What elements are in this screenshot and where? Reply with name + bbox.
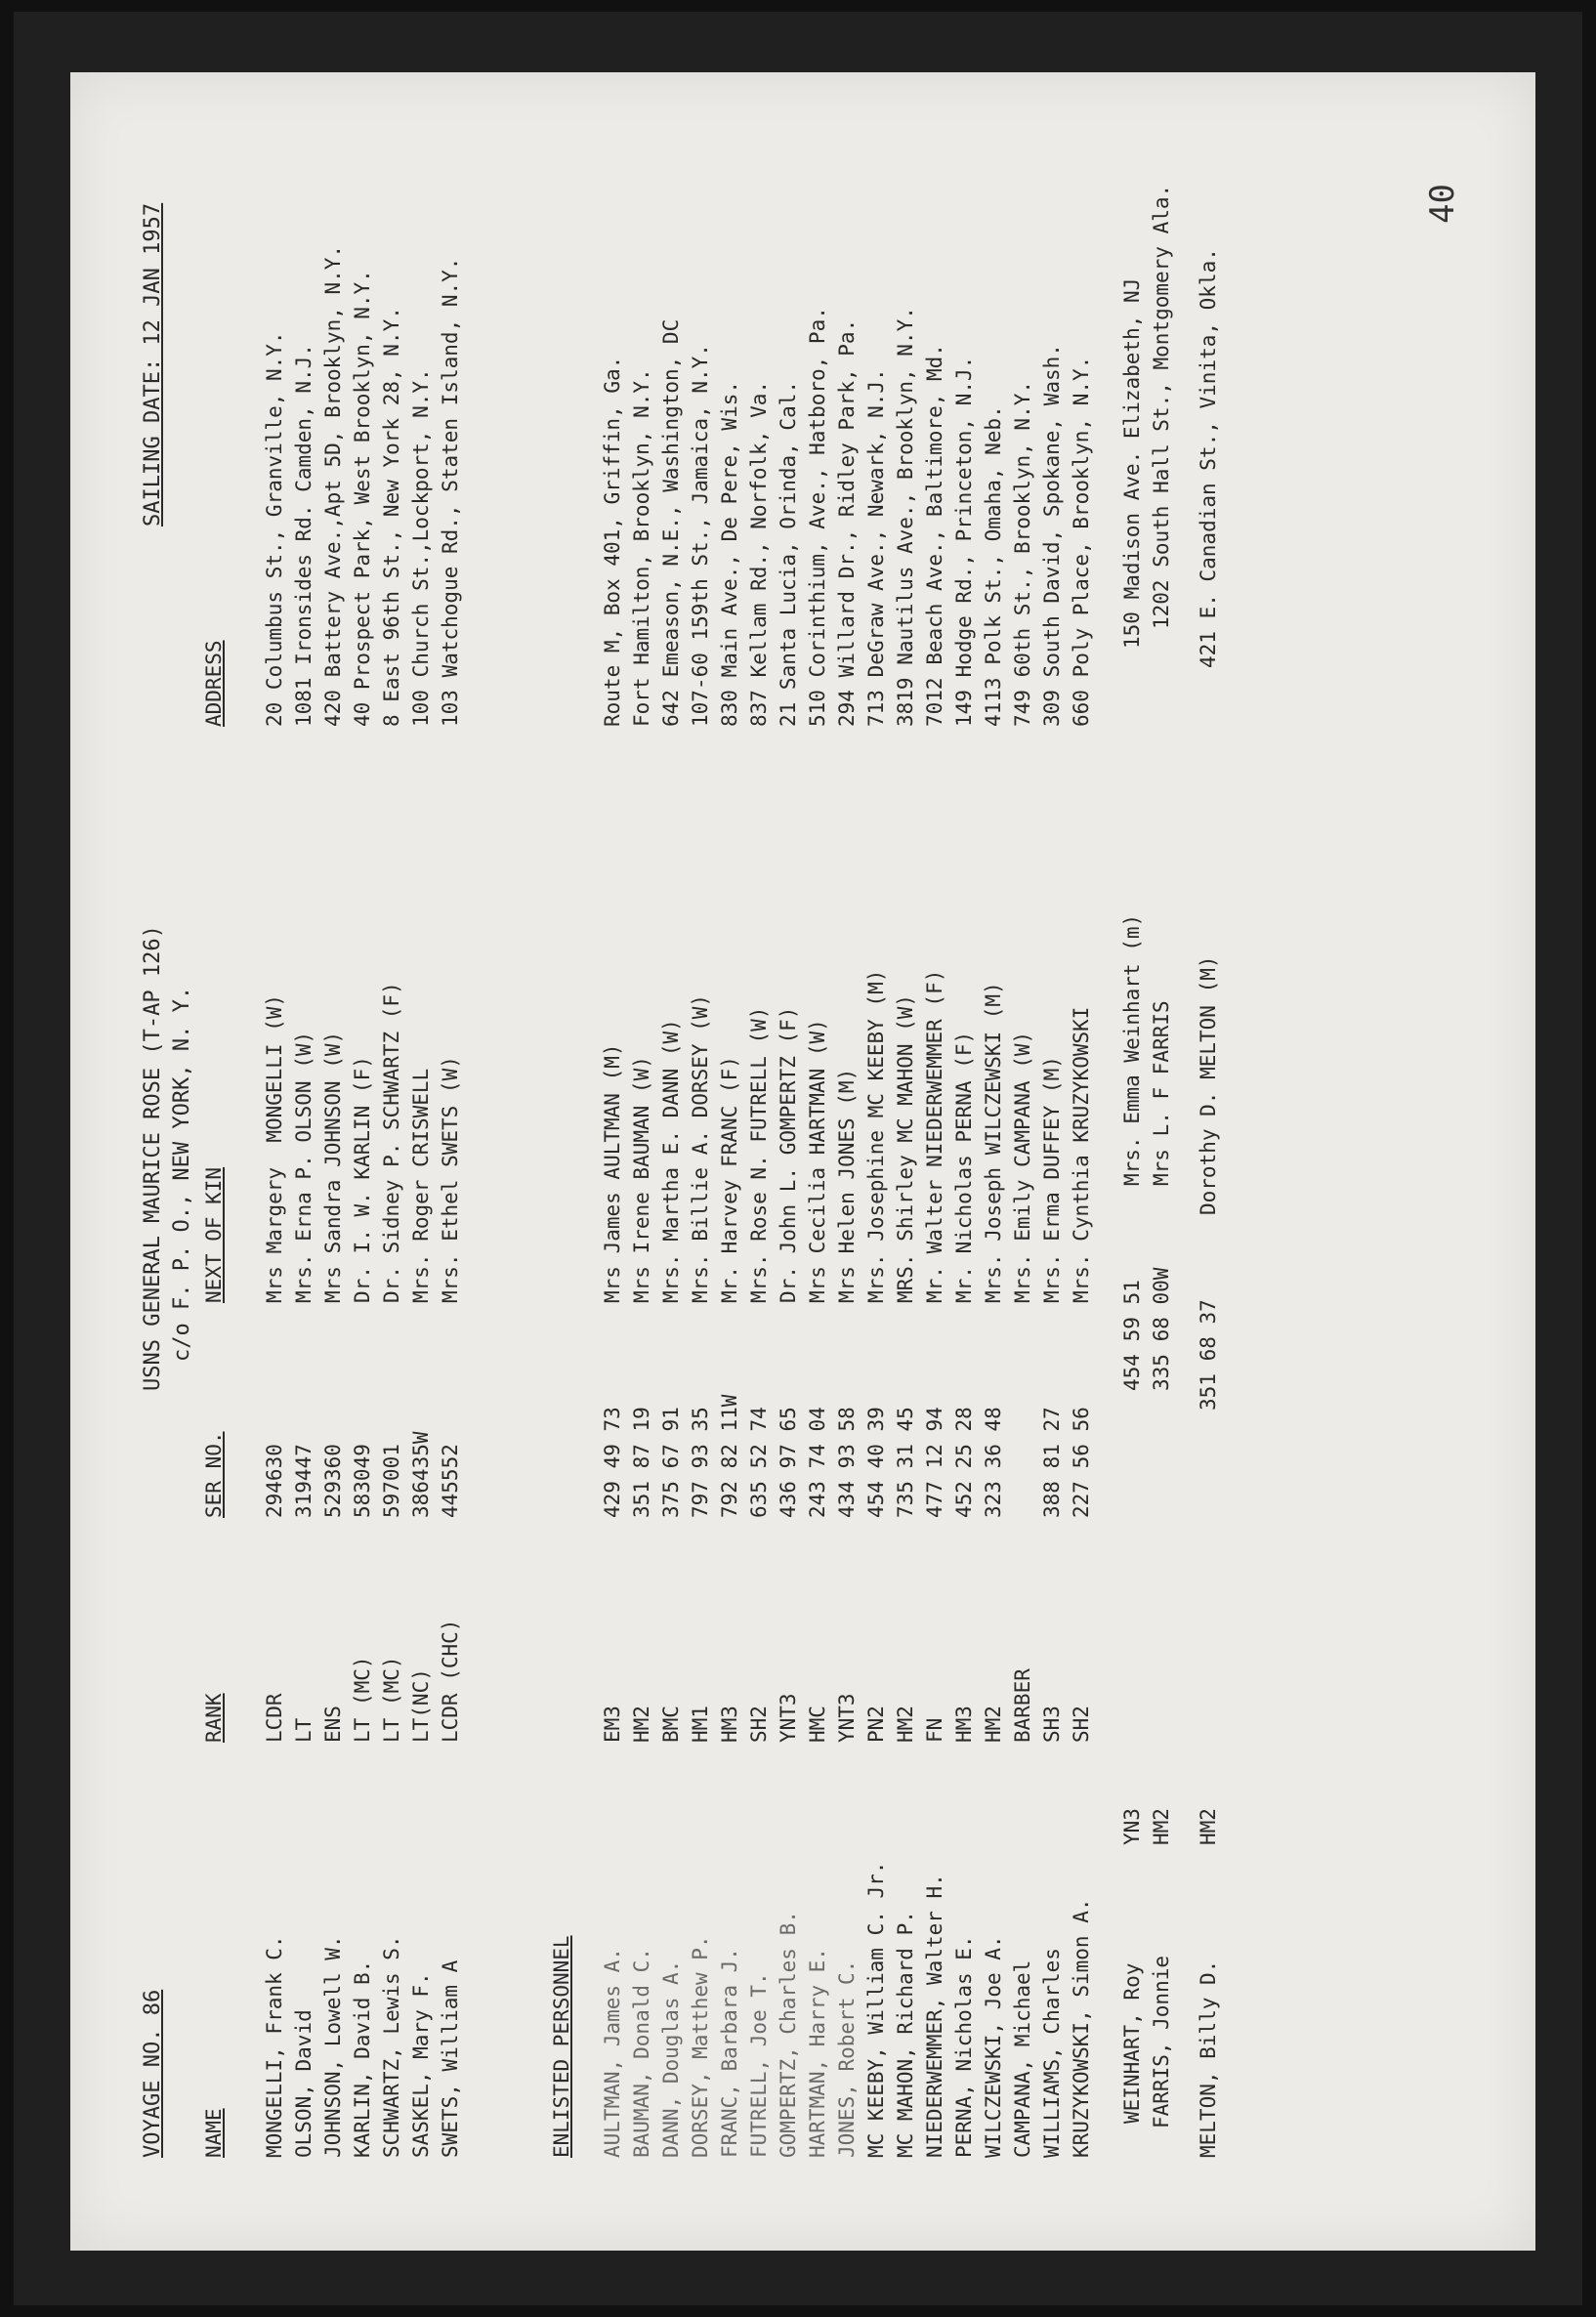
- enlisted-name: DANN, Douglas A.: [659, 1959, 683, 2158]
- officer-next-of-kin: Dr. Sidney P. SCHWARTZ (F): [380, 982, 403, 1303]
- enlisted-name: JONES, Robert C.: [835, 1959, 859, 2158]
- enlisted-name: GOMPERTZ, Charles B.: [777, 1911, 800, 2158]
- officer-rank: LCDR (CHC): [439, 1619, 462, 1743]
- enlisted-ser-no: 477 12 94: [923, 1407, 946, 1518]
- enlisted-address: 21 Santa Lucia, Orinda, Cal.: [777, 380, 800, 727]
- officer-next-of-kin: Mrs Margery MONGELLI (W): [263, 993, 286, 1303]
- extra-address: 150 Madison Ave. Elizabeth, NJ: [1120, 277, 1144, 649]
- extra-ser-no: 454 59 51: [1120, 1280, 1144, 1391]
- officers-address-column: [260, 245, 465, 727]
- officer-ser-no: 529360: [321, 1444, 345, 1518]
- enlisted-rank: YNT3: [777, 1693, 800, 1743]
- enlisted-ser-no: 735 31 45: [894, 1407, 917, 1518]
- enlisted-next-of-kin: Mr. Walter NIEDERWEMMER (F): [923, 969, 946, 1303]
- header-next-of-kin: NEXT OF KIN: [202, 1166, 226, 1303]
- enlisted-next-of-kin: Mrs Helen JONES (M): [835, 1068, 859, 1303]
- enlisted-name: MC KEEBY, William C. Jr.: [864, 1861, 888, 2158]
- officer-address: 40 Prospect Park, West Brooklyn, N.Y.: [351, 270, 374, 727]
- enlisted-ser-no: 436 97 65: [777, 1407, 800, 1518]
- enlisted-address-column: [598, 307, 1096, 727]
- enlisted-next-of-kin: Mrs. Erma DUFFEY (M): [1040, 1056, 1064, 1303]
- enlisted-address: Route M, Box 401, Griffin, Ga.: [601, 356, 624, 727]
- enlisted-ser-no: 434 93 58: [835, 1407, 859, 1518]
- officer-address: 100 Church St.,Lockport, N.Y.: [409, 368, 433, 727]
- extra-next-of-kin: Mrs. Emma Weinhart (m): [1120, 913, 1144, 1186]
- enlisted-ser-no: 351 87 19: [630, 1407, 653, 1518]
- enlisted-rank: SH3: [1040, 1706, 1064, 1743]
- enlisted-name: FRANC, Barbara J.: [718, 1948, 741, 2158]
- enlisted-address: 510 Corinthium, Ave., Hatboro, Pa.: [806, 307, 829, 727]
- enlisted-next-of-kin: Mrs. Rose N. FUTRELL (W): [747, 1006, 771, 1303]
- officer-next-of-kin: Mrs. Roger CRISWELL: [409, 1068, 433, 1303]
- officer-next-of-kin: Mrs Sandra JOHNSON (W): [321, 1031, 345, 1303]
- enlisted-address: 309 South David, Spokane, Wash.: [1040, 344, 1064, 727]
- extra-ser-no: 351 68 37: [1197, 1299, 1220, 1411]
- enlisted-next-of-kin: Mr. Harvey FRANC (F): [718, 1056, 741, 1303]
- officer-name: SCHWARTZ, Lewis S.: [380, 1935, 403, 2158]
- officers-ser-column: [260, 1431, 465, 1518]
- enlisted-rank: HM1: [689, 1706, 712, 1743]
- header-name: NAME: [202, 2108, 226, 2158]
- officer-name: KARLIN, David B.: [351, 1959, 374, 2158]
- enlisted-address: 660 Poly Place, Brooklyn, N.Y.: [1070, 356, 1093, 727]
- enlisted-next-of-kin: MRS. Shirley MC MAHON (W): [894, 993, 917, 1303]
- enlisted-rank: HM2: [982, 1706, 1005, 1743]
- officer-address: 20 Columbus St., Granville, N.Y.: [263, 331, 286, 727]
- enlisted-address: 7012 Beach Ave., Baltimore, Md.: [923, 344, 946, 727]
- header-rank: RANK: [202, 1693, 226, 1743]
- enlisted-rank: YNT3: [835, 1693, 859, 1743]
- enlisted-address: 3819 Nautilus Ave., Brooklyn, N.Y.: [894, 307, 917, 727]
- enlisted-address: 642 Emeason, N.E., Washington, DC: [659, 318, 683, 727]
- officer-address: 8 East 96th St., New York 28, N.Y.: [380, 307, 403, 727]
- voyage-number: VOYAGE NO. 86: [141, 1989, 165, 2158]
- officer-ser-no: 583049: [351, 1444, 374, 1518]
- extra-name: MELTON, Billy D.: [1197, 1959, 1220, 2158]
- enlisted-name: WILCZEWSKI, Joe A.: [982, 1935, 1005, 2158]
- officer-rank: LT(NC): [409, 1668, 433, 1743]
- enlisted-next-of-kin: Mrs. Joseph WILCZEWSKI (M): [982, 982, 1005, 1303]
- enlisted-name: DORSEY, Matthew P.: [689, 1935, 712, 2158]
- enlisted-ser-no: 454 40 39: [864, 1407, 888, 1518]
- enlisted-rank: HM3: [952, 1706, 976, 1743]
- enlisted-rank: HM2: [630, 1706, 653, 1743]
- enlisted-rank-column: [598, 1668, 1096, 1743]
- header-address: ADDRESS: [202, 640, 226, 727]
- enlisted-address: 107-60 159th St., Jamaica, N.Y.: [689, 344, 712, 727]
- enlisted-nok-column: [598, 970, 1096, 1303]
- enlisted-rank: HM2: [894, 1706, 917, 1743]
- enlisted-rank: PN2: [864, 1706, 888, 1743]
- officer-name: JOHNSON, Lowell W.: [321, 1935, 345, 2158]
- enlisted-ser-no: 635 52 74: [747, 1407, 771, 1518]
- enlisted-name: CAMPANA, Michael: [1011, 1959, 1034, 2158]
- sailing-date: SAILING DATE: 12 JAN 1957: [141, 202, 165, 527]
- officers-nok-column: [260, 982, 465, 1303]
- enlisted-next-of-kin: Mrs. Cynthia KRUZYKOWSKI: [1070, 1006, 1093, 1303]
- enlisted-name: NIEDERWEMMER, Walter H.: [923, 1874, 946, 2158]
- enlisted-name: HARTMAN, Harry E.: [806, 1948, 829, 2158]
- ship-name: USNS GENERAL MAURICE ROSE (T-AP 126): [141, 925, 165, 1391]
- extra-address: 1202 South Hall St., Montgomery Ala.: [1150, 184, 1173, 629]
- enlisted-address: 294 Willard Dr., Ridley Park, Pa.: [835, 318, 859, 727]
- officer-name: MONGELLI, Frank C.: [263, 1935, 286, 2158]
- document-page: [70, 72, 1535, 2251]
- enlisted-address: 749 60th St., Brooklyn, N.Y.: [1011, 380, 1034, 727]
- enlisted-address: 830 Main Ave., De Pere, Wis.: [718, 380, 741, 727]
- officer-ser-no: 597001: [380, 1444, 403, 1518]
- enlisted-ser-no: 388 81 27: [1040, 1407, 1064, 1518]
- extra-next-of-kin: Dorothy D. MELTON (M): [1197, 955, 1220, 1215]
- enlisted-ser-no: 452 25 28: [952, 1407, 976, 1518]
- enlisted-address: 837 Kellam Rd., Norfolk, Va.: [747, 380, 771, 727]
- enlisted-name-column: [598, 1862, 1096, 2158]
- officer-rank: LCDR: [263, 1693, 286, 1743]
- enlisted-next-of-kin: Mrs. Martha E. DANN (W): [659, 1019, 683, 1303]
- enlisted-rank: EM3: [601, 1706, 624, 1743]
- ship-address: c/o F. P. O., NEW YORK, N. Y.: [170, 986, 194, 1362]
- header-ser-no: SER NO.: [202, 1431, 226, 1518]
- enlisted-ser-no: 429 49 73: [601, 1407, 624, 1518]
- enlisted-rank: HM3: [718, 1706, 741, 1743]
- enlisted-next-of-kin: Mrs. Josephine MC KEEBY (M): [864, 969, 888, 1303]
- extra-name: WEINHART, Roy: [1120, 1962, 1144, 2124]
- enlisted-ser-no: 227 56 56: [1070, 1407, 1093, 1518]
- officer-rank: LT: [292, 1717, 315, 1743]
- officer-name: SWETS, William A: [439, 1959, 462, 2158]
- enlisted-name: MC MAHON, Richard P.: [894, 1911, 917, 2158]
- enlisted-next-of-kin: Mrs. Emily CAMPANA (W): [1011, 1031, 1034, 1303]
- enlisted-rank: HMC: [806, 1706, 829, 1743]
- officer-ser-no: 319447: [292, 1444, 315, 1518]
- officer-rank: ENS: [321, 1706, 345, 1743]
- enlisted-next-of-kin: Mr. Nicholas PERNA (F): [952, 1031, 976, 1303]
- officer-name: SASKEL, Mary F.: [409, 1972, 433, 2158]
- extra-rank: YN3: [1120, 1808, 1144, 1845]
- officer-next-of-kin: Mrs. Erna P. OLSON (W): [292, 1031, 315, 1303]
- officer-address: 103 Watchogue Rd., Staten Island, N.Y.: [439, 257, 462, 727]
- enlisted-ser-no: 243 74 04: [806, 1407, 829, 1518]
- enlisted-address: 713 DeGraw Ave., Newark, N.J.: [864, 368, 888, 727]
- enlisted-name: KRUZYKOWSKI, Simon A.: [1070, 1898, 1093, 2158]
- extra-ser-no: 335 68 00W: [1150, 1267, 1173, 1391]
- enlisted-rank: FN: [923, 1717, 946, 1743]
- officer-rank: LT (MC): [351, 1656, 374, 1743]
- enlisted-name: BAUMAN, Donald C.: [630, 1948, 653, 2158]
- enlisted-ser-no: 797 93 35: [689, 1407, 712, 1518]
- extra-rank: HM2: [1197, 1808, 1220, 1845]
- enlisted-rank: BARBER: [1011, 1668, 1034, 1743]
- rotated-content: [70, 72, 1535, 2251]
- enlisted-ser-column: [598, 1395, 1096, 1518]
- officer-ser-no: 386435W: [409, 1431, 433, 1518]
- enlisted-next-of-kin: Mrs Cecilia HARTMAN (W): [806, 1019, 829, 1303]
- enlisted-name: WILLIAMS, Charles: [1040, 1948, 1064, 2158]
- enlisted-next-of-kin: Mrs. Billie A. DORSEY (W): [689, 993, 712, 1303]
- officer-rank: LT (MC): [380, 1656, 403, 1743]
- enlisted-address: Fort Hamilton, Brooklyn, N.Y.: [630, 368, 653, 727]
- extra-name: FARRIS, Jonnie: [1150, 1955, 1173, 2128]
- enlisted-rank: SH2: [747, 1706, 771, 1743]
- officer-address: 420 Battery Ave.,Apt 5D, Brooklyn, N.Y.: [321, 244, 345, 727]
- enlisted-name: PERNA, Nicholas E.: [952, 1935, 976, 2158]
- enlisted-personnel-heading: ENLISTED PERSONNEL: [550, 1935, 573, 2158]
- enlisted-next-of-kin: Mrs James AULTMAN (M): [601, 1043, 624, 1303]
- officer-next-of-kin: Dr. I. W. KARLIN (F): [351, 1056, 374, 1303]
- enlisted-next-of-kin: Mrs Irene BAUMAN (W): [630, 1056, 653, 1303]
- enlisted-address: 149 Hodge Rd., Princeton, N.J.: [952, 356, 976, 727]
- enlisted-ser-no: 792 82 11W: [718, 1394, 741, 1518]
- officers-rank-column: [260, 1620, 465, 1743]
- officer-ser-no: 445552: [439, 1444, 462, 1518]
- extra-address: 421 E. Canadian St., Vinita, Okla.: [1197, 248, 1220, 668]
- page-number: 40: [1423, 184, 1462, 224]
- scan-background: [14, 12, 1582, 2305]
- extra-next-of-kin: Mrs L. F FARRIS: [1150, 1000, 1173, 1186]
- enlisted-ser-no: [1008, 1395, 1037, 1518]
- enlisted-address: 4113 Polk St., Omaha, Neb.: [982, 405, 1005, 727]
- officers-name-column: [260, 1935, 465, 2158]
- officer-name: OLSON, David: [292, 2009, 315, 2158]
- officer-ser-no: 294630: [263, 1444, 286, 1518]
- enlisted-rank: SH2: [1070, 1706, 1093, 1743]
- enlisted-ser-no: 375 67 91: [659, 1407, 683, 1518]
- enlisted-rank: BMC: [659, 1706, 683, 1743]
- enlisted-name: AULTMAN, James A.: [601, 1948, 624, 2158]
- extra-rank: HM2: [1150, 1808, 1173, 1845]
- enlisted-ser-no: 323 36 48: [982, 1407, 1005, 1518]
- officer-address: 1081 Ironsides Rd. Camden, N.J.: [292, 344, 315, 727]
- enlisted-name: FUTRELL, Joe T.: [747, 1972, 771, 2158]
- officer-next-of-kin: Mrs. Ethel SWETS (W): [439, 1056, 462, 1303]
- enlisted-next-of-kin: Dr. John L. GOMPERTZ (F): [777, 1006, 800, 1303]
